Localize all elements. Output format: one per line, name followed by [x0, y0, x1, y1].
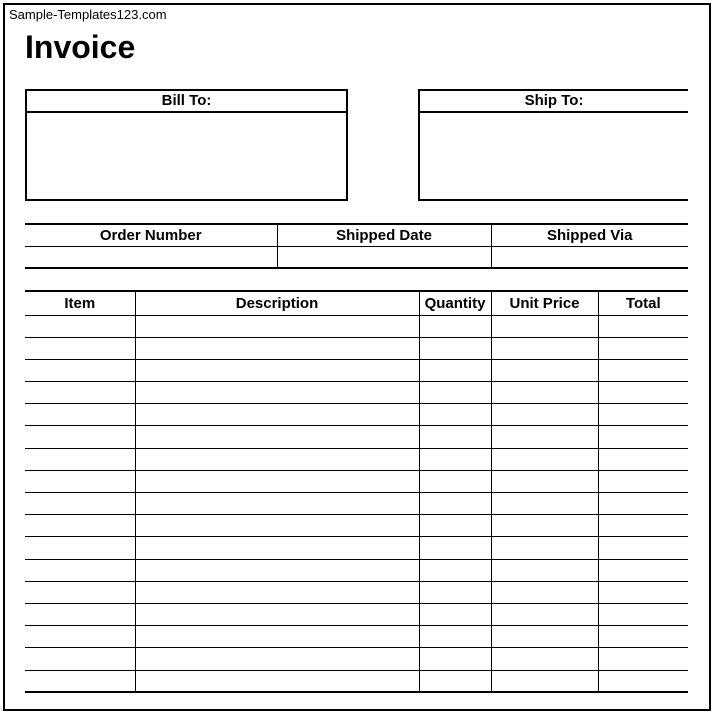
ship-to-label: Ship To:	[420, 91, 688, 113]
total-cell[interactable]	[598, 382, 688, 404]
unit-price-cell[interactable]	[491, 404, 598, 426]
shipped-date-header: Shipped Date	[277, 224, 491, 246]
total-header: Total	[598, 291, 688, 315]
total-cell[interactable]	[598, 648, 688, 670]
table-row	[25, 670, 688, 692]
description-cell[interactable]	[135, 448, 419, 470]
unit-price-cell[interactable]	[491, 648, 598, 670]
table-row	[25, 315, 688, 337]
unit-price-cell[interactable]	[491, 537, 598, 559]
unit-price-cell[interactable]	[491, 670, 598, 692]
item-cell[interactable]	[25, 359, 135, 381]
item-cell[interactable]	[25, 382, 135, 404]
total-cell[interactable]	[598, 404, 688, 426]
quantity-cell[interactable]	[419, 559, 491, 581]
item-cell[interactable]	[25, 337, 135, 359]
table-row	[25, 581, 688, 603]
description-cell[interactable]	[135, 559, 419, 581]
invoice-page	[3, 3, 711, 711]
unit-price-cell[interactable]	[491, 493, 598, 515]
description-cell[interactable]	[135, 603, 419, 625]
item-cell[interactable]	[25, 426, 135, 448]
item-cell[interactable]	[25, 448, 135, 470]
total-cell[interactable]	[598, 670, 688, 692]
unit-price-cell[interactable]	[491, 337, 598, 359]
unit-price-header: Unit Price	[491, 291, 598, 315]
total-cell[interactable]	[598, 559, 688, 581]
table-row	[25, 404, 688, 426]
total-cell[interactable]	[598, 493, 688, 515]
quantity-header: Quantity	[419, 291, 491, 315]
total-cell[interactable]	[598, 426, 688, 448]
description-cell[interactable]	[135, 337, 419, 359]
ship-to-box	[418, 89, 688, 201]
description-cell[interactable]	[135, 404, 419, 426]
quantity-cell[interactable]	[419, 359, 491, 381]
unit-price-cell[interactable]	[491, 359, 598, 381]
item-cell[interactable]	[25, 404, 135, 426]
items-table	[25, 290, 688, 693]
item-cell[interactable]	[25, 648, 135, 670]
bill-to-label: Bill To:	[27, 91, 346, 113]
total-cell[interactable]	[598, 515, 688, 537]
shipped-via-field[interactable]	[491, 246, 688, 268]
description-cell[interactable]	[135, 648, 419, 670]
quantity-cell[interactable]	[419, 382, 491, 404]
unit-price-cell[interactable]	[491, 515, 598, 537]
quantity-cell[interactable]	[419, 337, 491, 359]
quantity-cell[interactable]	[419, 626, 491, 648]
order-number-field[interactable]	[25, 246, 277, 268]
description-cell[interactable]	[135, 359, 419, 381]
quantity-cell[interactable]	[419, 648, 491, 670]
quantity-cell[interactable]	[419, 493, 491, 515]
table-row	[25, 626, 688, 648]
description-cell[interactable]	[135, 470, 419, 492]
description-cell[interactable]	[135, 426, 419, 448]
table-row	[25, 603, 688, 625]
unit-price-cell[interactable]	[491, 382, 598, 404]
unit-price-cell[interactable]	[491, 315, 598, 337]
total-cell[interactable]	[598, 315, 688, 337]
table-row	[25, 382, 688, 404]
item-cell[interactable]	[25, 470, 135, 492]
quantity-cell[interactable]	[419, 448, 491, 470]
quantity-cell[interactable]	[419, 670, 491, 692]
quantity-cell[interactable]	[419, 315, 491, 337]
item-cell[interactable]	[25, 603, 135, 625]
order-info-table	[25, 223, 688, 269]
total-cell[interactable]	[598, 448, 688, 470]
description-cell[interactable]	[135, 670, 419, 692]
item-cell[interactable]	[25, 493, 135, 515]
description-cell[interactable]	[135, 315, 419, 337]
bill-to-box	[25, 89, 348, 201]
table-row	[25, 515, 688, 537]
total-cell[interactable]	[598, 581, 688, 603]
item-cell[interactable]	[25, 559, 135, 581]
unit-price-cell[interactable]	[491, 470, 598, 492]
watermark: Sample-Templates123.com	[9, 7, 167, 22]
quantity-cell[interactable]	[419, 581, 491, 603]
total-cell[interactable]	[598, 537, 688, 559]
order-info-header-row	[25, 224, 688, 246]
total-cell[interactable]	[598, 359, 688, 381]
table-row	[25, 537, 688, 559]
item-header: Item	[25, 291, 135, 315]
total-cell[interactable]	[598, 337, 688, 359]
table-row	[25, 559, 688, 581]
quantity-cell[interactable]	[419, 470, 491, 492]
table-row	[25, 470, 688, 492]
unit-price-cell[interactable]	[491, 559, 598, 581]
table-row	[25, 337, 688, 359]
bill-to-field[interactable]	[27, 113, 346, 201]
description-cell[interactable]	[135, 581, 419, 603]
page-title: Invoice	[25, 29, 136, 65]
unit-price-cell[interactable]	[491, 581, 598, 603]
description-header: Description	[135, 291, 419, 315]
unit-price-cell[interactable]	[491, 603, 598, 625]
description-cell[interactable]	[135, 515, 419, 537]
shipped-via-header: Shipped Via	[491, 224, 688, 246]
table-row	[25, 359, 688, 381]
table-row	[25, 493, 688, 515]
quantity-cell[interactable]	[419, 603, 491, 625]
unit-price-cell[interactable]	[491, 448, 598, 470]
quantity-cell[interactable]	[419, 515, 491, 537]
item-cell[interactable]	[25, 515, 135, 537]
description-cell[interactable]	[135, 382, 419, 404]
order-number-header: Order Number	[25, 224, 277, 246]
item-cell[interactable]	[25, 537, 135, 559]
item-cell[interactable]	[25, 670, 135, 692]
item-cell[interactable]	[25, 315, 135, 337]
description-cell[interactable]	[135, 493, 419, 515]
description-cell[interactable]	[135, 626, 419, 648]
quantity-cell[interactable]	[419, 537, 491, 559]
items-header-row	[25, 291, 688, 315]
description-cell[interactable]	[135, 537, 419, 559]
ship-to-field[interactable]	[420, 113, 688, 201]
table-row	[25, 426, 688, 448]
shipped-date-field[interactable]	[277, 246, 491, 268]
item-cell[interactable]	[25, 581, 135, 603]
total-cell[interactable]	[598, 603, 688, 625]
order-info-value-row	[25, 246, 688, 268]
unit-price-cell[interactable]	[491, 426, 598, 448]
item-cell[interactable]	[25, 626, 135, 648]
quantity-cell[interactable]	[419, 426, 491, 448]
items-body	[25, 315, 688, 692]
quantity-cell[interactable]	[419, 404, 491, 426]
total-cell[interactable]	[598, 626, 688, 648]
table-row	[25, 648, 688, 670]
table-row	[25, 448, 688, 470]
unit-price-cell[interactable]	[491, 626, 598, 648]
total-cell[interactable]	[598, 470, 688, 492]
